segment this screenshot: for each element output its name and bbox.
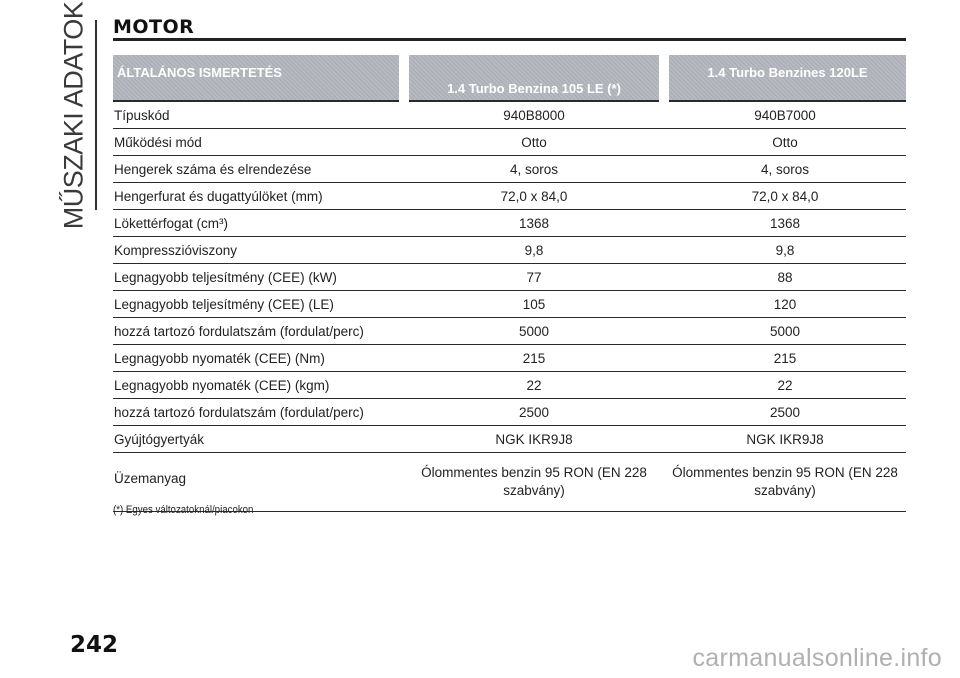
- table-header-row: [113, 55, 906, 101]
- table-row: [113, 399, 906, 426]
- row-value-120: Ólommentes benzin 95 RON (EN 228 szabvány): [664, 453, 906, 512]
- header-engine-105: 1.4 Turbo Benzina 105 LE (*): [404, 55, 664, 101]
- table-row: [113, 210, 906, 237]
- row-value-120: 72,0 x 84,0: [664, 183, 906, 210]
- chapter-title-vertical: [54, 1, 94, 229]
- row-value-120: 5000: [664, 318, 906, 345]
- row-value-105: 940B8000: [404, 101, 664, 129]
- watermark: carmanualsonline.info: [692, 644, 942, 672]
- row-value-105: 2500: [404, 399, 664, 426]
- table-row: [113, 237, 906, 264]
- row-value-120: NGK IKR9J8: [664, 426, 906, 453]
- row-label: Lökettérfogat (cm³): [113, 210, 404, 237]
- table-row: [113, 453, 906, 512]
- row-label: hozzá tartozó fordulatszám (fordulat/perc): [113, 399, 404, 426]
- table-row: [113, 129, 906, 156]
- row-value-105: 4, soros: [404, 156, 664, 183]
- row-label: Legnagyobb nyomaték (CEE) (Nm): [113, 345, 404, 372]
- table-row: [113, 183, 906, 210]
- table-row: [113, 101, 906, 129]
- header-general: ÁLTALÁNOS ISMERTETÉS: [113, 55, 404, 101]
- row-value-120: 22: [664, 372, 906, 399]
- footnote: (*) Egyes változatoknál/piacokon: [113, 504, 254, 516]
- section-title: MOTOR: [113, 16, 195, 38]
- table-row: [113, 426, 906, 453]
- row-value-120: 2500: [664, 399, 906, 426]
- row-label: hozzá tartozó fordulatszám (fordulat/perc): [113, 318, 404, 345]
- row-value-120: 4, soros: [664, 156, 906, 183]
- row-label: Gyújtógyertyák: [113, 426, 404, 453]
- row-label: Hengerek száma és elrendezése: [113, 156, 404, 183]
- row-value-120: 9,8: [664, 237, 906, 264]
- row-value-105: 77: [404, 264, 664, 291]
- chapter-title: MŰSZAKI ADATOK: [58, 1, 89, 229]
- row-value-120: 940B7000: [664, 101, 906, 129]
- row-value-105: 105: [404, 291, 664, 318]
- table-row: [113, 345, 906, 372]
- row-label: Kompresszióviszony: [113, 237, 404, 264]
- table-row: [113, 318, 906, 345]
- row-value-105: Ólommentes benzin 95 RON (EN 228 szabvány): [404, 453, 664, 512]
- engine-spec-table: [113, 55, 906, 512]
- section-divider: [113, 38, 906, 41]
- row-label: Legnagyobb teljesítmény (CEE) (LE): [113, 291, 404, 318]
- table-row: [113, 156, 906, 183]
- chapter-divider: [95, 20, 97, 210]
- row-value-120: Otto: [664, 129, 906, 156]
- row-label: Legnagyobb teljesítmény (CEE) (kW): [113, 264, 404, 291]
- row-value-105: NGK IKR9J8: [404, 426, 664, 453]
- row-label: Legnagyobb nyomaték (CEE) (kgm): [113, 372, 404, 399]
- header-engine-120: 1.4 Turbo Benzines 120LE: [664, 55, 906, 101]
- row-value-120: 120: [664, 291, 906, 318]
- table-row: [113, 291, 906, 318]
- row-label: Működési mód: [113, 129, 404, 156]
- page-number: 242: [70, 632, 119, 658]
- row-label: Hengerfurat és dugattyúlöket (mm): [113, 183, 404, 210]
- row-value-105: 1368: [404, 210, 664, 237]
- row-value-120: 88: [664, 264, 906, 291]
- table-row: [113, 372, 906, 399]
- row-value-120: 1368: [664, 210, 906, 237]
- table-row: [113, 264, 906, 291]
- row-value-105: 22: [404, 372, 664, 399]
- row-label: Üzemanyag: [113, 453, 404, 512]
- row-value-105: 215: [404, 345, 664, 372]
- row-value-105: 72,0 x 84,0: [404, 183, 664, 210]
- row-value-105: Otto: [404, 129, 664, 156]
- row-label: Típuskód: [113, 101, 404, 129]
- row-value-105: 9,8: [404, 237, 664, 264]
- row-value-120: 215: [664, 345, 906, 372]
- row-value-105: 5000: [404, 318, 664, 345]
